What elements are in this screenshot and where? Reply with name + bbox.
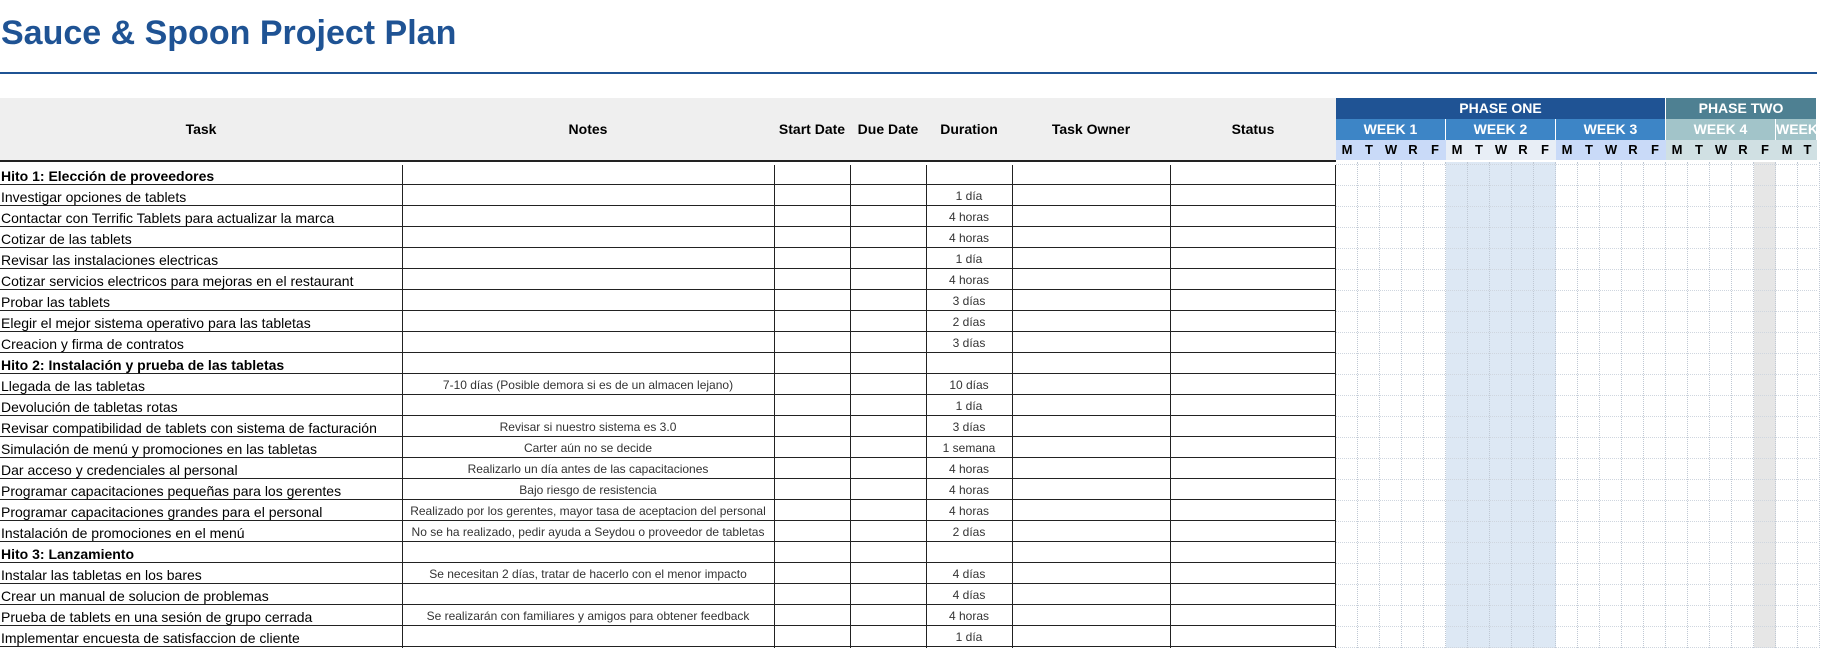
due-date-cell[interactable] [850, 564, 926, 584]
task-row [0, 627, 1336, 648]
gantt-day-column[interactable] [1424, 162, 1446, 648]
header-divider [0, 160, 1336, 162]
task-row [0, 585, 1336, 606]
task-cell[interactable]: Implementar encuesta de satisfaccion de cliente [0, 627, 402, 647]
day-header: M [1556, 140, 1578, 160]
task-owner-cell[interactable] [1012, 543, 1170, 563]
notes-cell[interactable]: Revisar si nuestro sistema es 3.0 [402, 417, 774, 437]
notes-cell[interactable] [402, 585, 774, 605]
due-date-cell[interactable] [850, 165, 926, 185]
task-row [0, 459, 1336, 480]
gantt-row-line [1336, 500, 1817, 501]
page-title: Sauce & Spoon Project Plan [1, 14, 457, 52]
gantt-row-line [1336, 269, 1817, 270]
status-cell[interactable] [1170, 291, 1336, 311]
duration-cell[interactable] [926, 165, 1012, 185]
day-header: T [1468, 140, 1490, 160]
task-owner-cell[interactable] [1012, 627, 1170, 647]
due-date-cell[interactable] [850, 522, 926, 542]
task-cell[interactable]: Llegada de las tabletas [0, 375, 402, 395]
due-date-cell[interactable] [850, 501, 926, 521]
start-date-cell[interactable] [774, 606, 850, 626]
start-date-cell[interactable] [774, 291, 850, 311]
task-owner-cell[interactable] [1012, 333, 1170, 353]
task-row [0, 438, 1336, 459]
gantt-day-column[interactable] [1578, 162, 1600, 648]
notes-cell[interactable] [402, 186, 774, 206]
task-cell[interactable]: Revisar compatibilidad de tablets con sistema de facturación [0, 417, 402, 437]
day-header: T [1358, 140, 1380, 160]
duration-cell[interactable]: 1 día [926, 396, 1012, 416]
status-cell[interactable] [1170, 585, 1336, 605]
gantt-day-column[interactable] [1402, 162, 1424, 648]
gantt-row-line [1336, 311, 1817, 312]
task-cell[interactable]: Devolución de tabletas rotas [0, 396, 402, 416]
column-header-status[interactable]: Status [1231, 121, 1275, 137]
start-date-cell[interactable] [774, 564, 850, 584]
task-cell[interactable]: Revisar las instalaciones electricas [0, 249, 402, 269]
status-cell[interactable] [1170, 459, 1336, 479]
duration-cell[interactable]: 1 día [926, 249, 1012, 269]
start-date-cell[interactable] [774, 459, 850, 479]
status-cell[interactable] [1170, 375, 1336, 395]
start-date-cell[interactable] [774, 627, 850, 647]
task-cell[interactable]: Instalación de promociones en el menú [0, 522, 402, 542]
gantt-row-line [1336, 164, 1817, 165]
task-row [0, 606, 1336, 627]
gantt-day-column[interactable] [1336, 162, 1358, 648]
task-owner-cell[interactable] [1012, 459, 1170, 479]
status-cell[interactable] [1170, 501, 1336, 521]
duration-cell[interactable]: 1 día [926, 186, 1012, 206]
task-owner-cell[interactable] [1012, 417, 1170, 437]
status-cell[interactable] [1170, 396, 1336, 416]
task-owner-cell[interactable] [1012, 207, 1170, 227]
notes-cell[interactable] [402, 249, 774, 269]
due-date-cell[interactable] [850, 438, 926, 458]
gantt-row-line [1336, 206, 1817, 207]
duration-cell[interactable]: 3 días [926, 291, 1012, 311]
notes-cell[interactable] [402, 543, 774, 563]
day-header: M [1446, 140, 1468, 160]
start-date-cell[interactable] [774, 522, 850, 542]
task-row [0, 207, 1336, 228]
start-date-cell[interactable] [774, 585, 850, 605]
duration-cell[interactable]: 4 días [926, 564, 1012, 584]
gantt-row-line [1336, 290, 1817, 291]
gantt-day-column[interactable] [1798, 162, 1820, 648]
status-cell[interactable] [1170, 207, 1336, 227]
milestone-row [0, 165, 1336, 186]
notes-cell[interactable]: No se ha realizado, pedir ayuda a Seydou o proveedor de tabletas [402, 522, 774, 542]
task-cell[interactable]: Cotizar de las tablets [0, 228, 402, 248]
column-header-task-owner[interactable]: Task Owner [1051, 121, 1131, 137]
column-separator [850, 165, 851, 648]
column-header-notes[interactable]: Notes [568, 121, 608, 137]
due-date-cell[interactable] [850, 270, 926, 290]
task-cell[interactable]: Prueba de tablets en una sesión de grupo cerrada [0, 606, 402, 626]
due-date-cell[interactable] [850, 543, 926, 563]
task-owner-cell[interactable] [1012, 312, 1170, 332]
column-separator [774, 165, 775, 648]
gantt-day-column[interactable] [1534, 162, 1556, 648]
task-cell[interactable]: Simulación de menú y promociones en las tabletas [0, 438, 402, 458]
task-owner-cell[interactable] [1012, 354, 1170, 374]
gantt-row-line [1336, 227, 1817, 228]
week-header: WEEK 2 [1446, 119, 1555, 140]
day-header: F [1534, 140, 1556, 160]
day-header: M [1666, 140, 1688, 160]
day-header: W [1710, 140, 1732, 160]
day-header: F [1644, 140, 1666, 160]
gantt-day-column[interactable] [1512, 162, 1534, 648]
task-row [0, 333, 1336, 354]
day-header: M [1776, 140, 1798, 160]
task-row [0, 564, 1336, 585]
day-header: F [1424, 140, 1446, 160]
task-cell[interactable]: Programar capacitaciones grandes para el personal [0, 501, 402, 521]
notes-cell[interactable] [402, 291, 774, 311]
gantt-row-line [1336, 395, 1817, 396]
due-date-cell[interactable] [850, 396, 926, 416]
day-header: M [1336, 140, 1358, 160]
task-owner-cell[interactable] [1012, 375, 1170, 395]
notes-cell[interactable]: Carter aún no se decide [402, 438, 774, 458]
week-header: WEEK 5 [1776, 119, 1816, 140]
task-cell[interactable]: Hito 3: Lanzamiento [0, 543, 402, 563]
task-cell[interactable]: Dar acceso y credenciales al personal [0, 459, 402, 479]
due-date-cell[interactable] [850, 459, 926, 479]
duration-cell[interactable]: 4 horas [926, 459, 1012, 479]
notes-cell[interactable] [402, 396, 774, 416]
gantt-day-column[interactable] [1710, 162, 1732, 648]
phase-header: PHASE TWO [1666, 98, 1816, 119]
status-cell[interactable] [1170, 543, 1336, 563]
task-owner-cell[interactable] [1012, 606, 1170, 626]
duration-cell[interactable]: 3 días [926, 417, 1012, 437]
gantt-day-column[interactable] [1776, 162, 1798, 648]
duration-cell[interactable]: 4 horas [926, 207, 1012, 227]
week-header: WEEK 4 [1666, 119, 1775, 140]
duration-cell[interactable]: 4 horas [926, 480, 1012, 500]
due-date-cell[interactable] [850, 627, 926, 647]
start-date-cell[interactable] [774, 312, 850, 332]
status-cell[interactable] [1170, 438, 1336, 458]
start-date-cell[interactable] [774, 333, 850, 353]
duration-cell[interactable]: 2 días [926, 522, 1012, 542]
day-header: T [1798, 140, 1817, 160]
notes-cell[interactable] [402, 165, 774, 185]
gantt-row-line [1336, 332, 1817, 333]
due-date-cell[interactable] [850, 291, 926, 311]
gantt-row-line [1336, 416, 1817, 417]
task-row [0, 501, 1336, 522]
notes-cell[interactable] [402, 207, 774, 227]
start-date-cell[interactable] [774, 543, 850, 563]
duration-cell[interactable]: 2 días [926, 312, 1012, 332]
start-date-cell[interactable] [774, 354, 850, 374]
day-header: F [1754, 140, 1776, 160]
milestone-row [0, 543, 1336, 564]
due-date-cell[interactable] [850, 417, 926, 437]
status-cell[interactable] [1170, 480, 1336, 500]
start-date-cell[interactable] [774, 270, 850, 290]
due-date-cell[interactable] [850, 312, 926, 332]
due-date-cell[interactable] [850, 606, 926, 626]
task-cell[interactable]: Probar las tablets [0, 291, 402, 311]
notes-cell[interactable] [402, 228, 774, 248]
notes-cell[interactable]: Se necesitan 2 días, tratar de hacerlo con el menor impacto [402, 564, 774, 584]
gantt-day-column[interactable] [1666, 162, 1688, 648]
gantt-row-line [1336, 626, 1817, 627]
gantt-row-line [1336, 521, 1817, 522]
gantt-day-column[interactable] [1732, 162, 1754, 648]
task-owner-cell[interactable] [1012, 165, 1170, 185]
notes-cell[interactable]: Realizarlo un día antes de las capacitaciones [402, 459, 774, 479]
column-separator [1170, 165, 1171, 648]
gantt-row-line [1336, 563, 1817, 564]
task-row [0, 249, 1336, 270]
gantt-row-line [1336, 437, 1817, 438]
start-date-cell[interactable] [774, 438, 850, 458]
duration-cell[interactable]: 4 horas [926, 228, 1012, 248]
day-header: T [1578, 140, 1600, 160]
task-row [0, 480, 1336, 501]
task-cell[interactable]: Creacion y firma de contratos [0, 333, 402, 353]
column-header-due-date[interactable]: Due Date [857, 121, 919, 137]
status-cell[interactable] [1170, 627, 1336, 647]
task-row [0, 228, 1336, 249]
status-cell[interactable] [1170, 228, 1336, 248]
duration-cell[interactable]: 1 semana [926, 438, 1012, 458]
due-date-cell[interactable] [850, 585, 926, 605]
due-date-cell[interactable] [850, 333, 926, 353]
task-owner-cell[interactable] [1012, 501, 1170, 521]
gantt-row-line [1336, 479, 1817, 480]
status-cell[interactable] [1170, 333, 1336, 353]
task-cell[interactable]: Crear un manual de solucion de problemas [0, 585, 402, 605]
due-date-cell[interactable] [850, 186, 926, 206]
notes-cell[interactable] [402, 270, 774, 290]
task-row [0, 375, 1336, 396]
week-header: WEEK 1 [1336, 119, 1445, 140]
task-owner-cell[interactable] [1012, 438, 1170, 458]
start-date-cell[interactable] [774, 501, 850, 521]
duration-cell[interactable]: 1 día [926, 627, 1012, 647]
gantt-row-line [1336, 248, 1817, 249]
task-cell[interactable]: Contactar con Terrific Tablets para actualizar la marca [0, 207, 402, 227]
notes-cell[interactable]: Bajo riesgo de resistencia [402, 480, 774, 500]
task-cell[interactable]: Instalar las tabletas en los bares [0, 564, 402, 584]
gantt-day-column[interactable] [1754, 162, 1776, 648]
notes-cell[interactable] [402, 627, 774, 647]
gantt-day-column[interactable] [1644, 162, 1666, 648]
column-header-duration[interactable]: Duration [940, 121, 998, 137]
task-row [0, 270, 1336, 291]
due-date-cell[interactable] [850, 249, 926, 269]
status-cell[interactable] [1170, 606, 1336, 626]
gantt-row-line [1336, 584, 1817, 585]
column-separator [402, 165, 403, 648]
day-header: W [1380, 140, 1402, 160]
column-separator [1012, 165, 1013, 648]
status-cell[interactable] [1170, 564, 1336, 584]
notes-cell[interactable] [402, 333, 774, 353]
status-cell[interactable] [1170, 354, 1336, 374]
gantt-day-column[interactable] [1446, 162, 1468, 648]
status-cell[interactable] [1170, 312, 1336, 332]
gantt-day-column[interactable] [1556, 162, 1578, 648]
phase-header: PHASE ONE [1336, 98, 1665, 119]
duration-cell[interactable]: 4 horas [926, 270, 1012, 290]
task-owner-cell[interactable] [1012, 270, 1170, 290]
notes-cell[interactable] [402, 354, 774, 374]
task-owner-cell[interactable] [1012, 228, 1170, 248]
day-header: R [1402, 140, 1424, 160]
gantt-day-column[interactable] [1468, 162, 1490, 648]
start-date-cell[interactable] [774, 207, 850, 227]
start-date-cell[interactable] [774, 480, 850, 500]
task-cell[interactable]: Programar capacitaciones pequeñas para los gerentes [0, 480, 402, 500]
duration-cell[interactable]: 4 días [926, 585, 1012, 605]
due-date-cell[interactable] [850, 207, 926, 227]
gantt-day-column[interactable] [1622, 162, 1644, 648]
task-owner-cell[interactable] [1012, 585, 1170, 605]
notes-cell[interactable]: Realizado por los gerentes, mayor tasa de aceptacion del personal [402, 501, 774, 521]
task-row [0, 522, 1336, 543]
start-date-cell[interactable] [774, 417, 850, 437]
notes-cell[interactable] [402, 312, 774, 332]
duration-cell[interactable]: 4 horas [926, 606, 1012, 626]
due-date-cell[interactable] [850, 354, 926, 374]
gantt-row-line [1336, 185, 1817, 186]
column-separator [926, 165, 927, 648]
duration-cell[interactable]: 10 días [926, 375, 1012, 395]
gantt-row-line [1336, 353, 1817, 354]
task-cell[interactable]: Investigar opciones de tablets [0, 186, 402, 206]
task-owner-cell[interactable] [1012, 564, 1170, 584]
status-cell[interactable] [1170, 165, 1336, 185]
start-date-cell[interactable] [774, 396, 850, 416]
gantt-day-column[interactable] [1688, 162, 1710, 648]
gantt-day-column[interactable] [1600, 162, 1622, 648]
due-date-cell[interactable] [850, 228, 926, 248]
due-date-cell[interactable] [850, 375, 926, 395]
due-date-cell[interactable] [850, 480, 926, 500]
task-owner-cell[interactable] [1012, 480, 1170, 500]
start-date-cell[interactable] [774, 186, 850, 206]
day-header: R [1732, 140, 1754, 160]
task-owner-cell[interactable] [1012, 186, 1170, 206]
status-cell[interactable] [1170, 417, 1336, 437]
task-cell[interactable]: Hito 2: Instalación y prueba de las tabletas [0, 354, 402, 374]
task-row [0, 312, 1336, 333]
day-header: W [1490, 140, 1512, 160]
notes-cell[interactable]: Se realizarán con familiares y amigos para obtener feedback [402, 606, 774, 626]
column-header-task[interactable]: Task [185, 121, 217, 137]
task-row [0, 417, 1336, 438]
gantt-day-column[interactable] [1358, 162, 1380, 648]
day-header: T [1688, 140, 1710, 160]
task-owner-cell[interactable] [1012, 522, 1170, 542]
gantt-day-column[interactable] [1490, 162, 1512, 648]
start-date-cell[interactable] [774, 375, 850, 395]
gantt-row-line [1336, 458, 1817, 459]
column-header-start-date[interactable]: Start Date [778, 121, 846, 137]
duration-cell[interactable] [926, 543, 1012, 563]
duration-cell[interactable]: 3 días [926, 333, 1012, 353]
task-cell[interactable]: Hito 1: Elección de proveedores [0, 165, 402, 185]
task-cell[interactable]: Cotizar servicios electricos para mejoras en el restaurant [0, 270, 402, 290]
task-cell[interactable]: Elegir el mejor sistema operativo para las tabletas [0, 312, 402, 332]
start-date-cell[interactable] [774, 228, 850, 248]
title-divider [0, 72, 1817, 74]
status-cell[interactable] [1170, 186, 1336, 206]
notes-cell[interactable]: 7-10 días (Posible demora si es de un almacen lejano) [402, 375, 774, 395]
milestone-row [0, 354, 1336, 375]
day-header: R [1512, 140, 1534, 160]
status-cell[interactable] [1170, 270, 1336, 290]
gantt-row-line [1336, 605, 1817, 606]
gantt-day-column[interactable] [1380, 162, 1402, 648]
task-row [0, 396, 1336, 417]
start-date-cell[interactable] [774, 249, 850, 269]
day-header: W [1600, 140, 1622, 160]
gantt-row-line [1336, 374, 1817, 375]
status-cell[interactable] [1170, 249, 1336, 269]
gantt-row-line [1336, 647, 1817, 648]
day-header: R [1622, 140, 1644, 160]
start-date-cell[interactable] [774, 165, 850, 185]
duration-cell[interactable]: 4 horas [926, 501, 1012, 521]
task-owner-cell[interactable] [1012, 291, 1170, 311]
duration-cell[interactable] [926, 354, 1012, 374]
status-cell[interactable] [1170, 522, 1336, 542]
task-row [0, 186, 1336, 207]
task-row [0, 291, 1336, 312]
task-owner-cell[interactable] [1012, 249, 1170, 269]
week-header: WEEK 3 [1556, 119, 1665, 140]
gantt-row-line [1336, 542, 1817, 543]
task-owner-cell[interactable] [1012, 396, 1170, 416]
